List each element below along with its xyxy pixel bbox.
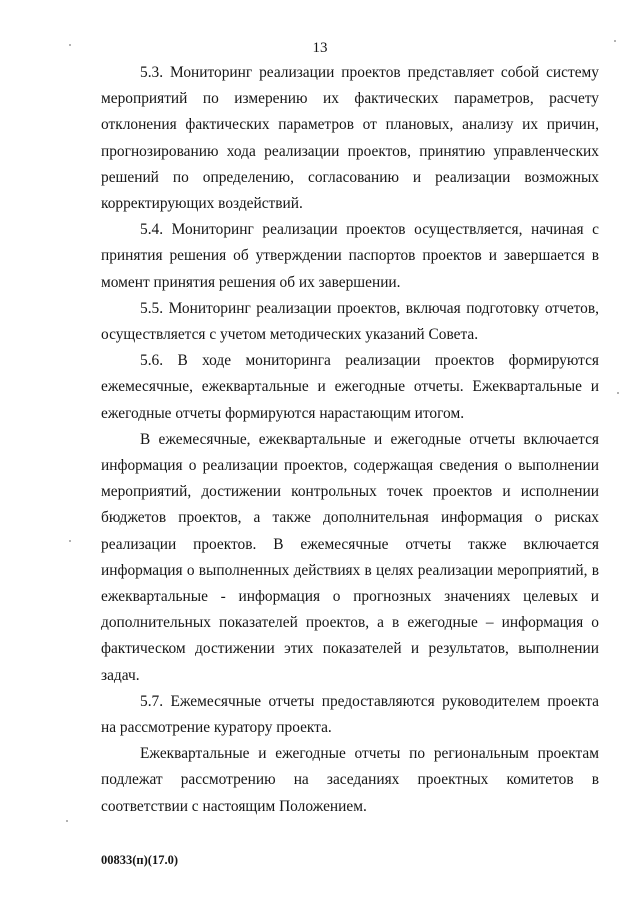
paragraph-5-7: 5.7. Ежемесячные отчеты предоставляются руководителем проекта на рассмотрение куратору проекта. <box>101 692 599 737</box>
scan-speck <box>69 44 71 46</box>
paragraph-5-5: 5.5. Мониторинг реализации проектов, включая подготовку отчетов, осуществляется с учетом методических указаний Совета. <box>101 299 599 344</box>
paragraph-5-3: 5.3. Мониторинг реализации проектов представляет собой систему мероприятий по измерению их фактических параметров, расчету отклонения фактических параметров от плановых, анализу их причин, прогнозированию хода реализации проектов, принятию управленческих решений по определению, согласованию и реализации возможных корректирующих воздействий. <box>101 64 599 213</box>
document-body <box>101 60 599 820</box>
paragraph-5-6-continued: В ежемесячные, ежеквартальные и ежегодные отчеты включается информация о реализации проектов, содержащая сведения о выполнении мероприятий, достижении контрольных точек проектов и исполнении бюджетов проектов, а также дополнительная информация о рисках реализации проектов. В ежемесячные отчеты также включается информация о выполненных действиях в целях реализации мероприятий, в ежеквартальные - информация о прогнозных значениях целевых и дополнительных показателей проектов, а в ежегодные – информация о фактическом достижении этих показателей и результатов, выполнении задач. <box>101 430 599 684</box>
scan-speck <box>66 820 68 822</box>
paragraph-5-6: 5.6. В ходе мониторинга реализации проектов формируются ежемесячные, ежеквартальные и ежегодные отчеты. Ежеквартальные и ежегодные отчеты формируются нарастающим итогом. <box>101 352 599 422</box>
scan-speck <box>617 392 619 394</box>
document-code: 00833(п)(17.0) <box>101 853 178 867</box>
scan-speck <box>614 40 616 42</box>
page-number: 13 <box>312 40 328 56</box>
paragraph-5-7-continued: Ежеквартальные и ежегодные отчеты по региональным проектам подлежат рассмотрению на заседаниях проектных комитетов в соответствии с настоящим Положением. <box>101 745 599 815</box>
scan-speck <box>69 540 71 542</box>
paragraph-5-4: 5.4. Мониторинг реализации проектов осуществляется, начиная с принятия решения об утверждении паспортов проектов и завершается в момент принятия решения об их завершении. <box>101 221 599 291</box>
